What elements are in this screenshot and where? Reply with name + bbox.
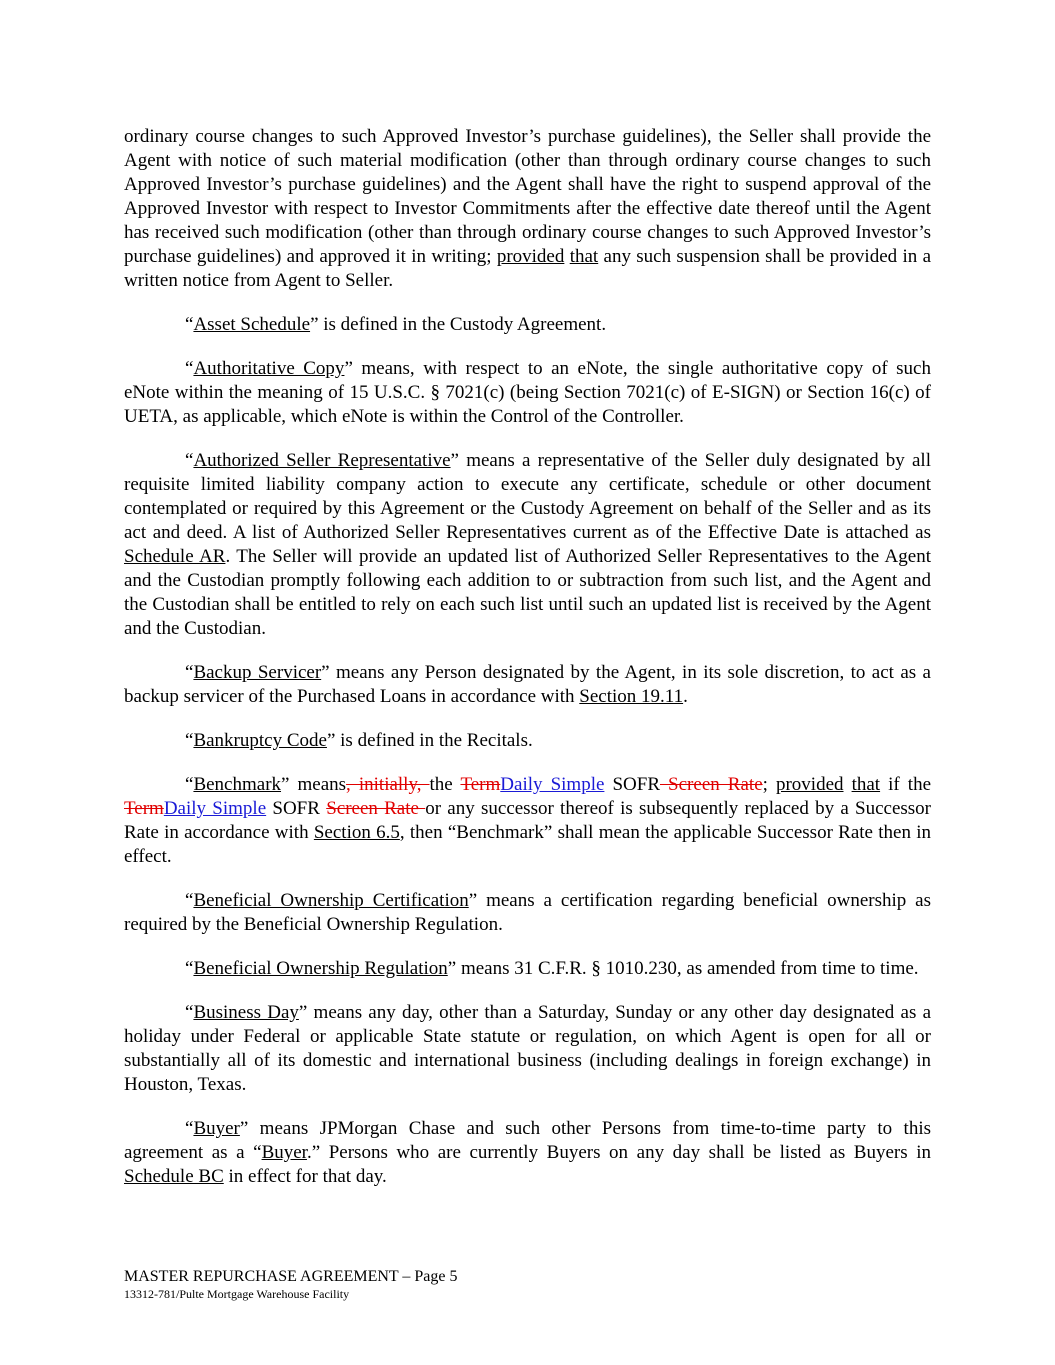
- definition-buyer: “Buyer” means JPMorgan Chase and such other Persons from time-to-time party to this agreement as a “Buyer.” Persons who are currently Buyers on any day shall be listed as Buyers in Schedule BC in effect for that day.: [124, 1118, 931, 1187]
- deleted-text: Term: [124, 798, 164, 819]
- defined-term: Buyer: [193, 1118, 240, 1139]
- definition-business-day: “Business Day” means any day, other than a Saturday, Sunday or any other day designated as a holiday under Federal or applicable State statute or regulation, on which Agent is open for all or substantially all of its domestic and international business (including dealings in foreign exchange) in Houston, Texas.: [124, 1002, 931, 1095]
- that-term: that: [851, 774, 881, 795]
- paragraph-continuation: [124, 125, 931, 293]
- definition-text: .: [683, 686, 688, 707]
- defined-term: Backup Servicer: [193, 662, 322, 683]
- defined-term: Benchmark: [193, 774, 282, 795]
- definition-text: SOFR: [604, 774, 660, 795]
- definition-asset-schedule: “Asset Schedule” is defined in the Custody Agreement.: [185, 314, 607, 335]
- definition-text: is defined in the Custody Agreement.: [318, 314, 607, 335]
- defined-term: Bankruptcy Code: [193, 730, 327, 751]
- footer-title: MASTER REPURCHASE AGREEMENT – Page 5: [124, 1268, 458, 1285]
- document-body: [124, 125, 931, 1209]
- definition-text: means any Person designated by the Agent, in its sole discretion, to act as a backup servicer of the Purchased Loans in accordance with: [124, 662, 931, 707]
- definition-backup-servicer: “Backup Servicer” means any Person designated by the Agent, in its sole discretion, to act as a backup servicer of the Purchased Loans in accordance with Section 19.11.: [124, 662, 931, 707]
- definition-text: , then “Benchmark” shall mean the applicable Successor Rate then in effect.: [124, 822, 931, 867]
- definition-text: in effect for that day.: [223, 1166, 387, 1187]
- definition-text: means, with respect to an eNote, the single authoritative copy of such eNote within the meaning of 15 U.S.C. § 7021(c) (being Section 7021(c) of E-SIGN) or Section 16(c) of UETA, as applicable, which eNote is within the Control of the Controller.: [124, 358, 931, 427]
- inserted-text: Daily Simple: [500, 774, 605, 795]
- that-term: that: [569, 246, 599, 267]
- definition-text: if the: [880, 774, 932, 795]
- defined-term: Asset Schedule: [193, 314, 311, 335]
- definition-text: means JPMorgan Chase and such other Persons from time-to-time party to this agreement as a “: [124, 1118, 931, 1163]
- deleted-text: Screen Rate: [326, 798, 426, 819]
- definition-text: means any day, other than a Saturday, Sunday or any other day designated as a holiday under Federal or applicable State statute or regulation, on which Agent is open for all or substantially all of its domestic and international business (including dealings in foreign exchange) in Houston, Texas.: [124, 1002, 931, 1095]
- schedule-reference: Schedule AR: [124, 546, 226, 567]
- deleted-text: Term: [460, 774, 501, 795]
- definition-beneficial-ownership-certification: “Beneficial Ownership Certification” means a certification regarding beneficial ownership as required by the Beneficial Ownership Regulation.: [124, 890, 931, 935]
- definition-beneficial-ownership-regulation: “Beneficial Ownership Regulation” means 31 C.F.R. § 1010.230, as amended from time to time.: [185, 958, 919, 979]
- definition-text: or any successor thereof is subsequently replaced by a Successor Rate in accordance with: [124, 798, 932, 843]
- page-footer: [124, 1267, 824, 1302]
- defined-term: Authoritative Copy: [193, 358, 345, 379]
- definition-authorized-seller-representative: “Authorized Seller Representative” means a representative of the Seller duly designated by all requisite limited liability company action to execute any certificate, schedule or other document contemplated or required by this Agreement or the Custody Agreement on behalf of the Seller and as its act and deed. A list of Authorized Seller Representatives current as of the Effective Date is attached as Schedule AR. The Seller will provide an updated list of Authorized Seller Representatives to the Agent and the Custodian promptly following each addition to or subtraction from such list, and the Agent and the Custodian shall be entitled to rely on each such list until such an updated list is received by the Agent and the Custodian.: [124, 450, 931, 639]
- definition-text: .” Persons who are currently Buyers on any day shall be listed as Buyers in: [306, 1142, 931, 1163]
- defined-term: Beneficial Ownership Regulation: [193, 958, 448, 979]
- definition-text: means a representative of the Seller duly designated by all requisite limited liability company action to execute any certificate, schedule or other document contemplated or required by this Agreement or the Custody Agreement on behalf of the Seller and as its act and deed. A list of Authorized Seller Representatives current as of the Effective Date is attached as: [124, 450, 931, 543]
- footer-doc-id: 13312-781/Pulte Mortgage Warehouse Facility: [124, 1287, 350, 1301]
- defined-term: Buyer: [261, 1142, 307, 1163]
- definition-text: the: [429, 774, 461, 795]
- inserted-text: Daily Simple: [163, 798, 267, 819]
- provided-term: provided: [496, 246, 565, 267]
- definition-authoritative-copy: “Authoritative Copy” means, with respect to an eNote, the single authoritative copy of such eNote within the meaning of 15 U.S.C. § 7021(c) (being Section 7021(c) of E-SIGN) or Section 16(c) of UETA, as applicable, which eNote is within the Control of the Controller.: [124, 358, 931, 427]
- definition-text: SOFR: [266, 798, 327, 819]
- text: ordinary course changes to such Approved Investor’s purchase guidelines), the Seller shall provide the Agent with notice of such material modification (other than through ordinary course changes to such Approved Investor’s purchase guidelines) and the Agent shall have the right to suspend approval of the Approved Investor with respect to Investor Commitments after the effective date thereof until the Agent has received such modification (other than through ordinary course changes to such Approved Investor’s purchase guidelines) and approved it in writing;: [124, 126, 931, 267]
- defined-term: Business Day: [193, 1002, 299, 1023]
- definition-text: means 31 C.F.R. § 1010.230, as amended from time to time.: [456, 958, 919, 979]
- section-reference: Section 6.5: [313, 822, 400, 843]
- definition-benchmark: “Benchmark” means, initially, the TermDaily Simple SOFR Screen Rate; provided that if the TermDaily Simple SOFR Screen Rate or any successor thereof is subsequently replaced by a Successor Rate in accordance with Section 6.5, then “Benchmark” shall mean the applicable Successor Rate then in effect.: [124, 774, 932, 867]
- definition-text: . The Seller will provide an updated list of Authorized Seller Representatives to the Agent and the Custodian promptly following each addition to or subtraction from such list, and the Agent and the Custodian shall be entitled to rely on each such list until such an updated list is received by the Agent and the Custodian.: [124, 546, 931, 639]
- definition-text: means a certification regarding beneficial ownership as required by the Beneficial Ownership Regulation.: [124, 890, 931, 935]
- definition-text: is defined in the Recitals.: [335, 730, 533, 751]
- definition-text: ;: [762, 774, 776, 795]
- section-reference: Section 19.11: [579, 686, 684, 707]
- text: any such suspension shall be provided in a written notice from Agent to Seller.: [124, 246, 931, 291]
- deleted-text: Screen Rate: [660, 774, 763, 795]
- definition-bankruptcy-code: “Bankruptcy Code” is defined in the Recitals.: [185, 730, 533, 751]
- schedule-reference: Schedule BC: [124, 1166, 224, 1187]
- defined-term: Authorized Seller Representative: [193, 450, 451, 471]
- deleted-text: , initially,: [346, 774, 430, 795]
- definition-text: means: [289, 774, 347, 795]
- defined-term: Beneficial Ownership Certification: [193, 890, 469, 911]
- provided-term: provided: [775, 774, 844, 795]
